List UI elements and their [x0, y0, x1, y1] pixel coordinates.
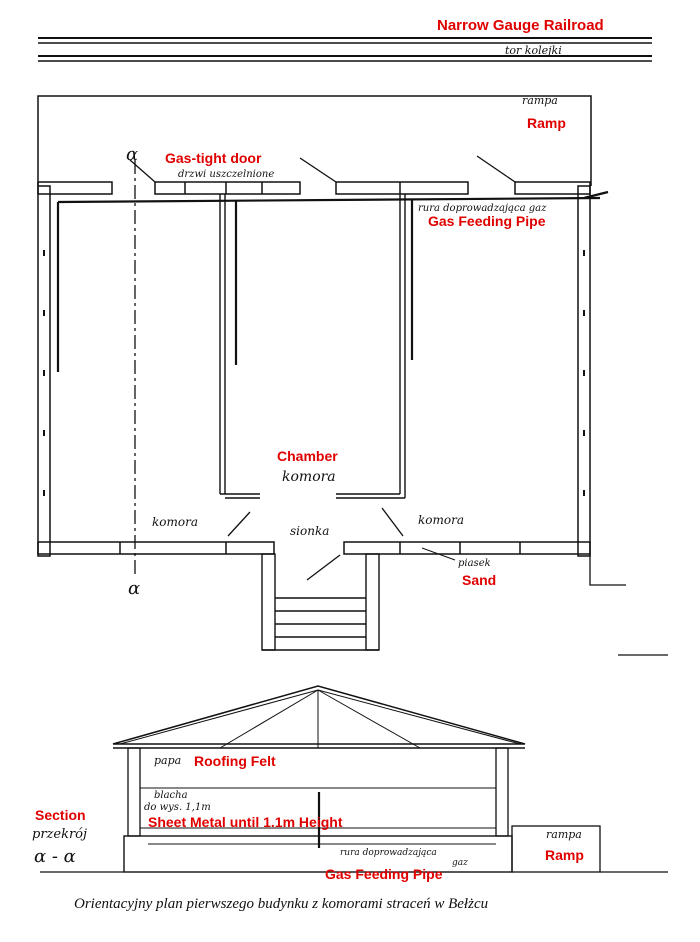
chamber-label-pl-center: komora	[282, 469, 336, 485]
pipe-label-en-bottom: Gas Feeding Pipe	[325, 866, 443, 882]
railroad-label-en: Narrow Gauge Railroad	[437, 17, 604, 34]
metal-label-en: Sheet Metal until 1.1m Height	[148, 814, 343, 830]
ramp-outline-top	[38, 96, 591, 186]
door-label-en: Gas-tight door	[165, 150, 262, 166]
entrance-stairs	[262, 554, 379, 650]
section-label-pl: przekrój	[32, 827, 88, 842]
felt-label-pl: papa	[154, 754, 182, 767]
railroad-label-pl: tor kolejki	[505, 44, 562, 57]
door-label-pl: drzwi uszczelnione	[178, 169, 275, 180]
chamber-label-en: Chamber	[277, 448, 338, 464]
metal-label-pl-1: blacha	[154, 790, 188, 801]
pipe-label-pl-top: rura doprowadzająca gaz	[418, 203, 547, 214]
ramp-label-en-top: Ramp	[527, 115, 566, 131]
section-drawing	[40, 686, 668, 872]
chamber-label-pl-right: komora	[418, 513, 464, 527]
felt-label-en: Roofing Felt	[194, 753, 276, 769]
pipe-label-pl-bottom-1: rura doprowadzająca	[340, 848, 437, 858]
sand-label-en: Sand	[462, 572, 497, 588]
hall-label-pl: sionka	[290, 524, 330, 538]
section-label-en: Section	[35, 807, 86, 823]
axis-label-top: α	[126, 144, 139, 165]
pipe-label-pl-bottom-2: gaz	[452, 858, 468, 868]
ramp-label-en-bottom: Ramp	[545, 847, 584, 863]
axis-label-bottom: α	[128, 578, 141, 599]
sand-label-pl: piasek	[458, 558, 491, 569]
ramp-outline-bottom-right	[590, 554, 626, 585]
chamber-label-pl-left: komora	[152, 515, 198, 529]
ramp-label-pl-top: rampa	[522, 94, 558, 107]
section-axes-label: α - α	[34, 846, 76, 867]
pipe-label-en-top: Gas Feeding Pipe	[428, 213, 546, 229]
metal-label-pl-2: do wys. 1,1m	[144, 802, 211, 813]
building-walls	[38, 182, 590, 556]
caption: Orientacyjny plan pierwszego budynku z komorami straceń w Bełżcu	[74, 896, 489, 912]
ramp-label-pl-bottom: rampa	[546, 828, 582, 841]
